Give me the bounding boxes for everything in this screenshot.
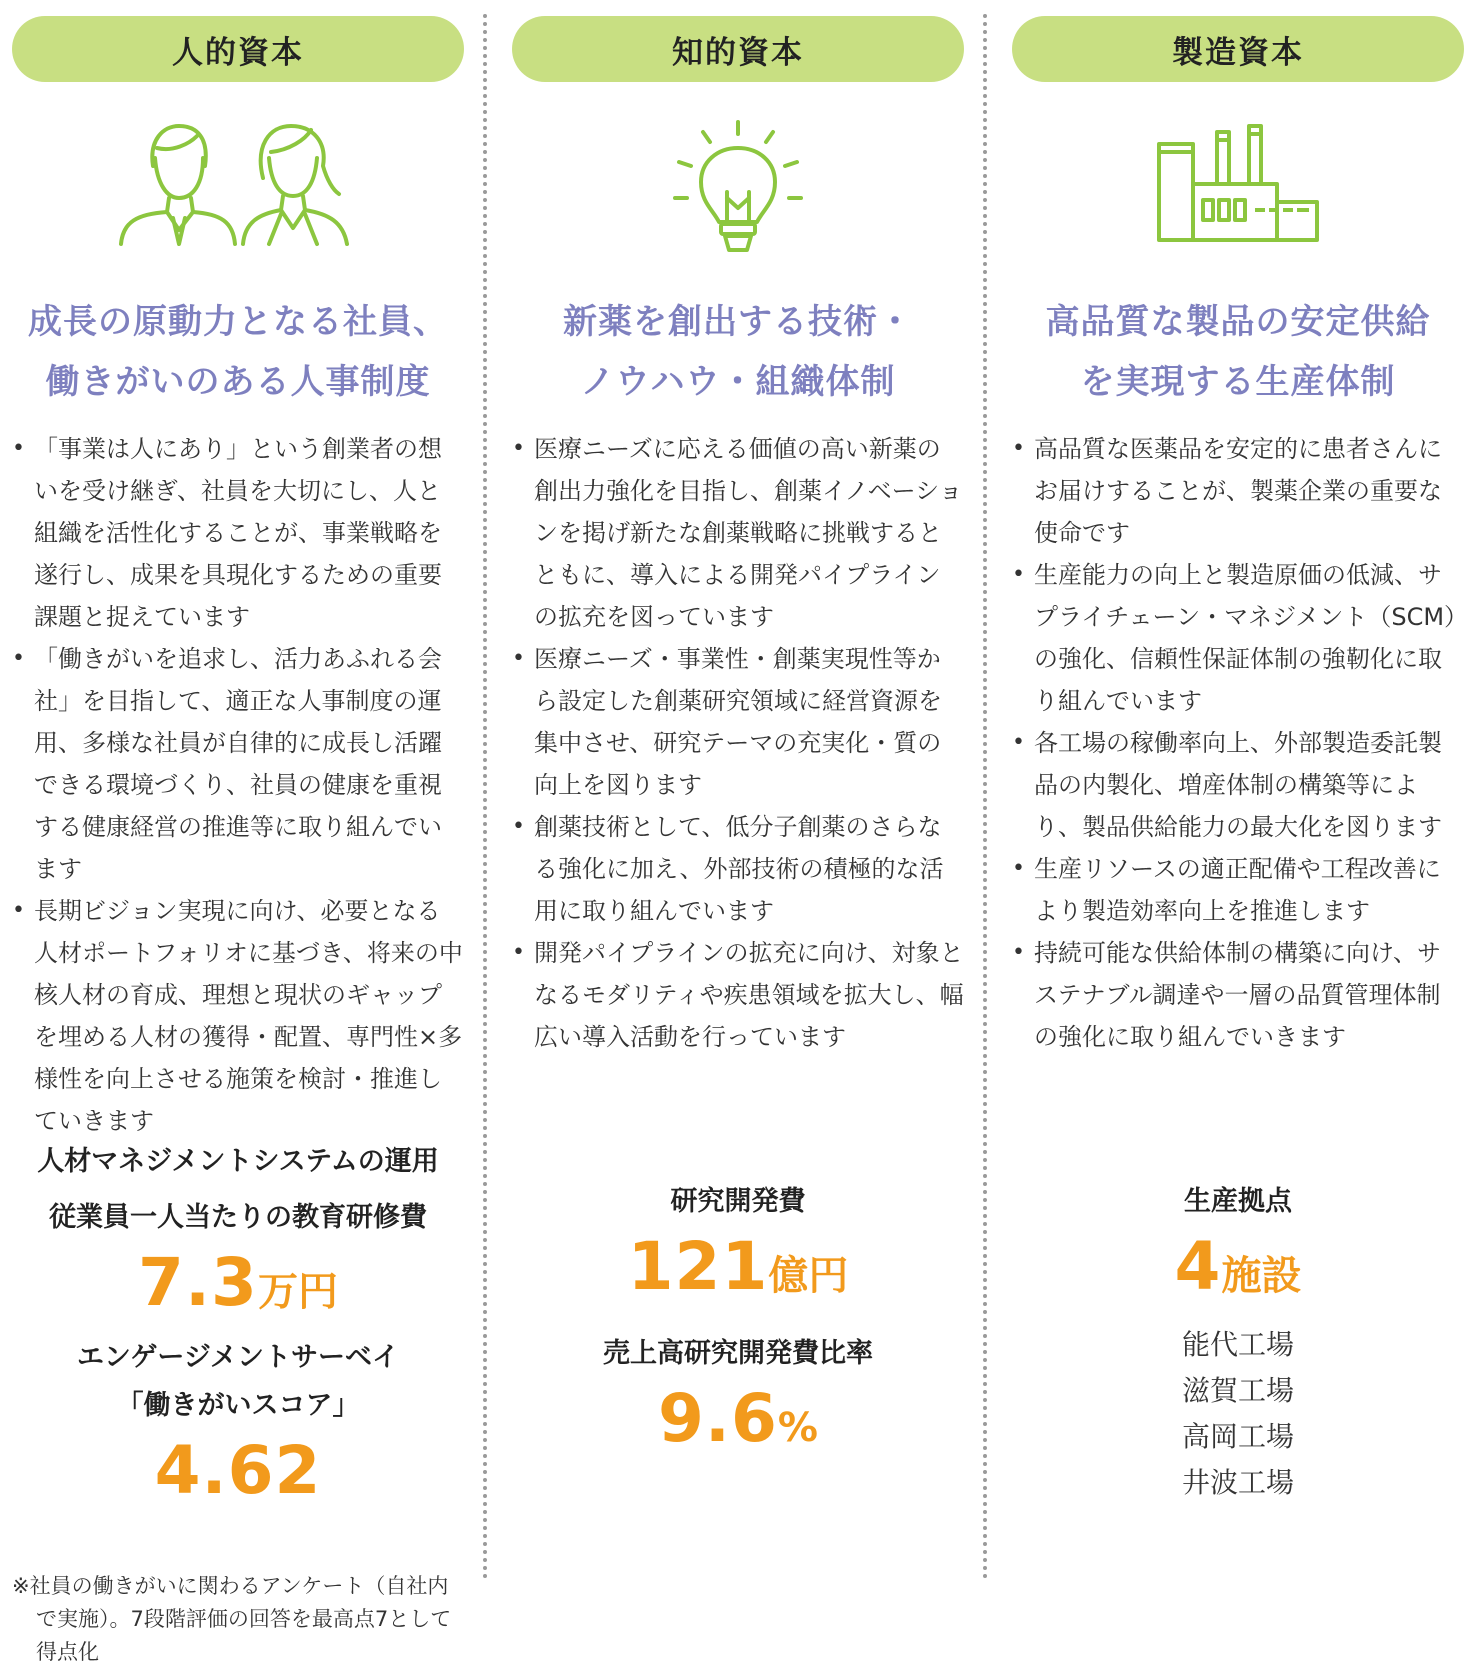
intellectual-capital-lead bbox=[512, 292, 964, 412]
manufactured-capital-lead bbox=[1012, 292, 1464, 412]
value-unit: % bbox=[777, 1405, 818, 1451]
intellectual-capital-bullets bbox=[512, 428, 964, 1058]
plant-item: 井波工場 bbox=[1181, 1466, 1294, 1499]
plant-item: 滋賀工場 bbox=[1181, 1374, 1294, 1407]
plants-count-value bbox=[1012, 1228, 1464, 1305]
bullet-item: • 生産能力の向上と製造原価の低減、サプライチェーン・マネジメント（SCM）の強化、信頼性保証体制の強靭化に取り組んでいます bbox=[1012, 554, 1464, 722]
lead-line: 働きがいのある人事制度 bbox=[45, 362, 431, 402]
value-unit: 億円 bbox=[768, 1253, 849, 1299]
manufactured-capital-stats bbox=[1012, 1178, 1464, 1506]
value-unit: 施設 bbox=[1221, 1253, 1302, 1299]
value-unit: 万円 bbox=[257, 1269, 338, 1315]
lead-line: 成長の原動力となる社員、 bbox=[28, 302, 448, 342]
human-capital-header: 人的資本 bbox=[12, 16, 464, 82]
bullet-item: • 開発パイプラインの拡充に向け、対象となるモダリティや疾患領域を拡大し、幅広い導入活動を行っています bbox=[512, 932, 964, 1058]
bullet-item: • 生産リソースの適正配備や工程改善により製造効率向上を推進します bbox=[1012, 848, 1464, 932]
factory-icon bbox=[1012, 118, 1464, 268]
plant-list bbox=[1012, 1322, 1464, 1506]
lead-line: を実現する生産体制 bbox=[1080, 362, 1396, 402]
stats-heading: 人材マネジメントシステムの運用 bbox=[37, 1146, 439, 1177]
human-capital-lead bbox=[12, 292, 464, 412]
intellectual-capital-column bbox=[512, 0, 964, 1676]
intellectual-capital-header: 知的資本 bbox=[512, 16, 964, 82]
value-number: 4 bbox=[1174, 1228, 1222, 1305]
human-capital-column bbox=[12, 0, 464, 1676]
manufactured-capital-bullets bbox=[1012, 428, 1464, 1058]
rd-cost-value bbox=[512, 1228, 964, 1305]
bullet-item: • 「事業は人にあり」という創業者の想いを受け継ぎ、社員を大切にし、人と組織を活性化することが、事業戦略を遂行し、成果を具現化するための重要課題と捉えています bbox=[12, 428, 464, 638]
bullet-item: • 医療ニーズに応える価値の高い新薬の創出力強化を目指し、創薬イノベーションを掲げ新たな創薬戦略に挑戦するとともに、導入による開発パイプラインの拡充を図っています bbox=[512, 428, 964, 638]
education-cost-label: 従業員一人当たりの教育研修費 bbox=[49, 1202, 427, 1233]
bullet-item: • 高品質な医薬品を安定的に患者さんにお届けすることが、製薬企業の重要な使命です bbox=[1012, 428, 1464, 554]
bullet-item: • 「働きがいを追求し、活力あふれる会社」を目指して、適正な人事制度の運用、多様な社員が自律的に成長し活躍できる環境づくり、社員の健康を重視する健康経営の推進等に取り組んでいます bbox=[12, 638, 464, 890]
value-number: 7.3 bbox=[138, 1244, 258, 1321]
intellectual-capital-stats bbox=[512, 1178, 964, 1457]
rd-ratio-label: 売上高研究開発費比率 bbox=[603, 1338, 873, 1369]
column-divider bbox=[483, 14, 487, 1580]
lead-line: ノウハウ・組織体制 bbox=[580, 362, 896, 402]
bullet-item: • 創薬技術として、低分子創薬のさらなる強化に加え、外部技術の積極的な活用に取り組んでいます bbox=[512, 806, 964, 932]
engagement-score-label: 「働きがいスコア」 bbox=[116, 1390, 360, 1421]
value-number: 9.6 bbox=[658, 1380, 778, 1457]
people-icon bbox=[12, 118, 464, 268]
lead-line: 高品質な製品の安定供給 bbox=[1045, 302, 1431, 342]
column-divider bbox=[983, 14, 987, 1580]
engagement-score-value bbox=[12, 1432, 464, 1509]
engagement-label: エンゲージメントサーベイ bbox=[76, 1342, 400, 1373]
manufactured-capital-header: 製造資本 bbox=[1012, 16, 1464, 82]
value-number: 4.62 bbox=[154, 1432, 322, 1509]
bullet-item: • 長期ビジョン実現に向け、必要となる人材ポートフォリオに基づき、将来の中核人材の育成、理想と現状のギャップを埋める人材の獲得・配置、専門性×多様性を向上させる施策を検討・推進していきます bbox=[12, 890, 464, 1142]
human-capital-bullets bbox=[12, 428, 464, 1142]
rd-ratio-value bbox=[512, 1380, 964, 1457]
rd-cost-label: 研究開発費 bbox=[670, 1186, 806, 1217]
human-capital-stats bbox=[12, 1138, 464, 1509]
lead-line: 新薬を創出する技術・ bbox=[563, 302, 913, 342]
plants-label: 生産拠点 bbox=[1184, 1186, 1292, 1217]
value-number: 121 bbox=[627, 1228, 769, 1305]
footnote: ※社員の働きがいに関わるアンケート（自社内で実施）。7段階評価の回答を最高点7として得点化 bbox=[12, 1574, 452, 1664]
manufactured-capital-column bbox=[1012, 0, 1464, 1676]
plant-item: 高岡工場 bbox=[1181, 1420, 1294, 1453]
bullet-item: • 持続可能な供給体制の構築に向け、サステナブル調達や一層の品質管理体制の強化に取り組んでいきます bbox=[1012, 932, 1464, 1058]
education-cost-value bbox=[12, 1244, 464, 1321]
bullet-item: • 医療ニーズ・事業性・創薬実現性等から設定した創薬研究領域に経営資源を集中させ、研究テーマの充実化・質の向上を図ります bbox=[512, 638, 964, 806]
plant-item: 能代工場 bbox=[1181, 1328, 1294, 1361]
lightbulb-icon bbox=[512, 118, 964, 268]
bullet-item: • 各工場の稼働率向上、外部製造委託製品の内製化、増産体制の構築等により、製品供給能力の最大化を図ります bbox=[1012, 722, 1464, 848]
